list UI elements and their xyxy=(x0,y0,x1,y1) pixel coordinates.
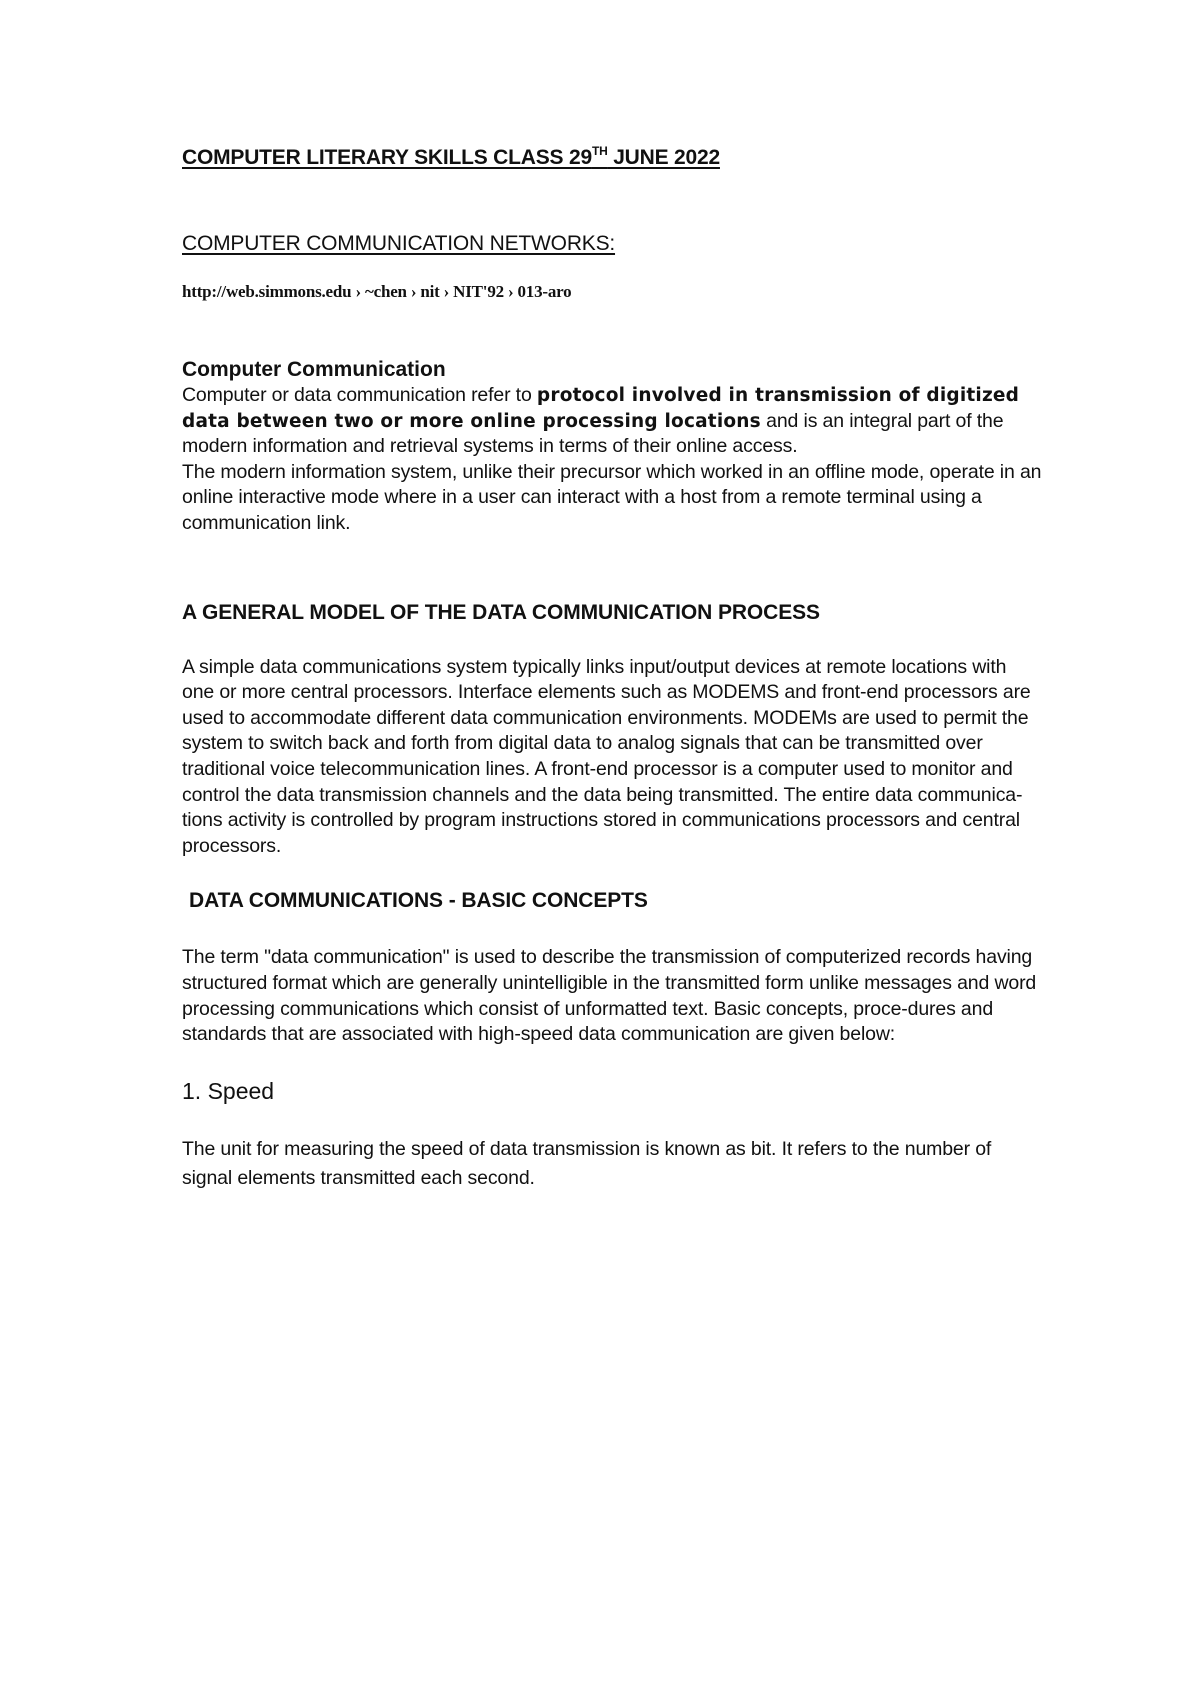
computer-communication-heading: Computer Communication xyxy=(182,358,446,381)
title-text: COMPUTER LITERARY SKILLS CLASS 29 xyxy=(182,146,592,169)
paragraph-text: and is an integral part of the modern information and retrieval systems in terms of their online access. xyxy=(182,409,1004,458)
general-model-heading: A GENERAL MODEL OF THE DATA COMMUNICATION PROCESS xyxy=(182,600,820,624)
networks-heading: COMPUTER COMMUNICATION NETWORKS: xyxy=(182,232,616,255)
speed-heading: 1. Speed xyxy=(182,1077,275,1104)
paragraph-bold-text: protocol involved in transmission of digitized data between two or more online processing locations xyxy=(182,385,1020,432)
source-url: http://web.simmons.edu › ~chen › nit › NIT'92 › 013-aro xyxy=(182,282,572,301)
paragraph-text: Computer or data communication refer to xyxy=(182,384,537,406)
title-date: JUNE 2022 xyxy=(607,146,720,169)
basic-concepts-paragraph: The term "data communication" is used to describe the transmission of computerized records having structured format which are generally unintelligible in the transmitted form unlike messages and word processing communications which consist of unformatted text. Basic concepts, proce-dures and standards that are associated with high-speed data communication are given below: xyxy=(182,946,1037,1046)
document-body xyxy=(182,140,1042,1193)
computer-communication-paragraph-2: The modern information system, unlike their precursor which worked in an offline mode, operate in an online interactive mode where in a user can interact with a host from a remote terminal using a communication link. xyxy=(182,460,1042,534)
basic-concepts-heading: DATA COMMUNICATIONS - BASIC CONCEPTS xyxy=(189,889,648,913)
document-title xyxy=(182,146,1042,170)
computer-communication-paragraph-1 xyxy=(182,383,1042,460)
general-model-paragraph: A simple data communications system typically links input/output devices at remote locations with one or more central processors. Interface elements such as MODEMS and front-end processors are used to accommodate different data communication environments. MODEMs are used to permit the system to switch back and forth from digital data to analog signals that can be transmitted over traditional voice telecommunication lines. A front-end processor is a computer used to monitor and control the data transmission channels and the data being transmitted. The entire data communica-tions activity is controlled by program instructions stored in communications processors and central processors. xyxy=(182,655,1031,857)
title-superscript: TH xyxy=(591,144,608,158)
speed-paragraph: The unit for measuring the speed of data transmission is known as bit. It refers to the number of signal elements transmitted each second. xyxy=(182,1137,992,1189)
